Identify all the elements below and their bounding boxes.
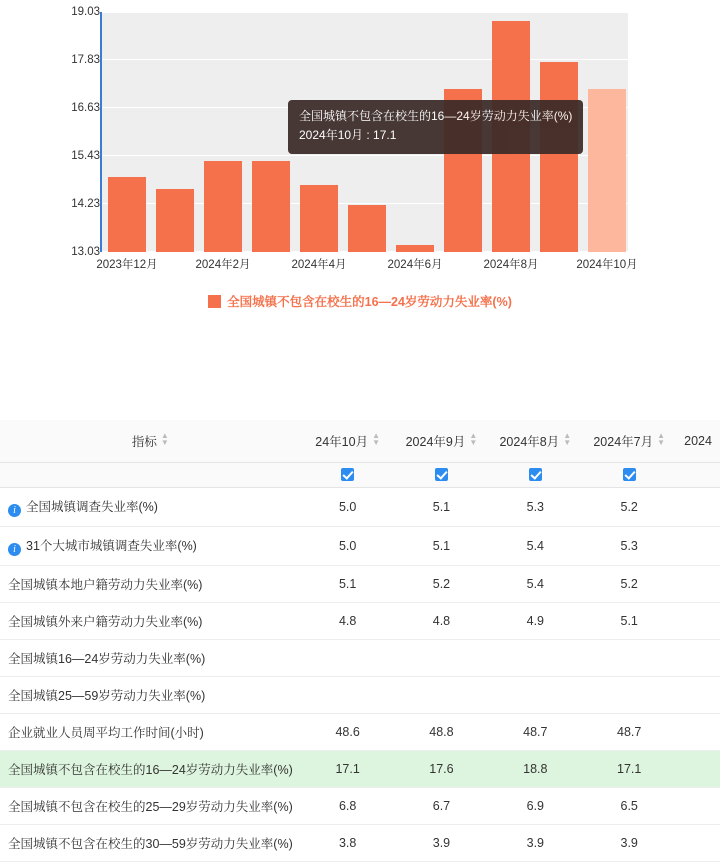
row-label: 全国城镇本地户籍劳动力失业率(%) <box>0 566 301 603</box>
x-tick: 2024年10月 <box>576 259 638 271</box>
chart-bar[interactable] <box>108 177 146 252</box>
row-value: 48.8 <box>395 714 489 751</box>
row-value: 5.4 <box>488 527 582 566</box>
table-row[interactable] <box>0 677 720 714</box>
table-row[interactable] <box>0 603 720 640</box>
row-value: 5.2 <box>582 488 676 527</box>
x-tick: 2023年12月 <box>96 259 158 271</box>
table-row[interactable] <box>0 640 720 677</box>
row-value: 5.3 <box>488 488 582 527</box>
legend-swatch-icon <box>208 295 221 308</box>
column-checkbox-cell[interactable] <box>301 463 395 488</box>
row-value: 17.1 <box>301 751 395 788</box>
sort-icon[interactable]: ▲ ▼ <box>372 431 380 447</box>
column-checkbox-cell[interactable] <box>582 463 676 488</box>
tooltip-title: 全国城镇不包含在校生的16—24岁劳动力失业率(%) <box>299 109 573 123</box>
column-checkbox[interactable] <box>435 468 448 481</box>
row-value <box>676 488 720 527</box>
row-value <box>676 714 720 751</box>
y-tick: 13.03 <box>71 246 100 258</box>
row-value: 3.9 <box>488 825 582 862</box>
chart-legend <box>0 292 720 310</box>
chart-bar[interactable] <box>300 185 338 252</box>
row-value <box>488 640 582 677</box>
row-value: 6.8 <box>301 788 395 825</box>
table-row[interactable] <box>0 488 720 527</box>
table-body <box>0 488 720 862</box>
legend-label[interactable]: 全国城镇不包含在校生的16—24岁劳动力失业率(%) <box>227 295 512 309</box>
table-row[interactable] <box>0 566 720 603</box>
chart-y-tick-labels <box>0 0 100 320</box>
row-value: 3.8 <box>301 825 395 862</box>
chart-bar[interactable] <box>396 245 434 252</box>
row-value <box>676 566 720 603</box>
y-tick: 16.63 <box>71 102 100 114</box>
row-label: 全国城镇16—24岁劳动力失业率(%) <box>0 640 301 677</box>
row-value: 48.6 <box>301 714 395 751</box>
header-month-4[interactable]: 2024 <box>676 420 720 463</box>
row-value <box>676 788 720 825</box>
row-value <box>395 677 489 714</box>
row-value: 6.9 <box>488 788 582 825</box>
table-header-row <box>0 420 720 463</box>
column-checkbox-cell <box>676 463 720 488</box>
row-value <box>676 751 720 788</box>
chart-bar[interactable] <box>156 189 194 252</box>
x-tick: 2024年2月 <box>195 259 251 271</box>
row-value: 5.0 <box>301 488 395 527</box>
row-value: 4.8 <box>301 603 395 640</box>
chart-bar[interactable] <box>204 161 242 252</box>
y-tick: 15.43 <box>71 150 100 162</box>
row-value: 6.5 <box>582 788 676 825</box>
y-tick: 19.03 <box>71 6 100 18</box>
chart-bar[interactable] <box>540 62 578 252</box>
row-value: 5.4 <box>488 566 582 603</box>
checkbox-row-label <box>0 463 301 488</box>
row-label: 企业就业人员周平均工作时间(小时) <box>0 714 301 751</box>
info-icon[interactable]: i <box>8 504 21 517</box>
row-label: i 31个大城市城镇调查失业率(%) <box>0 527 301 566</box>
row-value: 48.7 <box>582 714 676 751</box>
row-value <box>301 640 395 677</box>
row-value <box>676 527 720 566</box>
x-tick: 2024年4月 <box>291 259 347 271</box>
header-month-3[interactable]: 2024年7月 ▲ ▼ <box>582 420 676 463</box>
column-checkbox[interactable] <box>623 468 636 481</box>
row-value: 5.0 <box>301 527 395 566</box>
table-row[interactable] <box>0 825 720 862</box>
row-value <box>582 640 676 677</box>
column-checkbox[interactable] <box>341 468 354 481</box>
row-value <box>676 825 720 862</box>
header-indicator[interactable]: 指标 ▲ ▼ <box>0 420 301 463</box>
chart-bar[interactable] <box>348 205 386 252</box>
row-value: 5.1 <box>395 527 489 566</box>
table-row[interactable] <box>0 527 720 566</box>
row-value: 6.7 <box>395 788 489 825</box>
table-row-selected[interactable] <box>0 751 720 788</box>
row-value: 5.1 <box>582 603 676 640</box>
row-value: 3.9 <box>395 825 489 862</box>
row-value: 5.1 <box>301 566 395 603</box>
header-month-1[interactable]: 2024年9月 ▲ ▼ <box>395 420 489 463</box>
row-value <box>676 640 720 677</box>
sort-icon[interactable]: ▲ ▼ <box>160 431 169 447</box>
row-label: 全国城镇不包含在校生的30—59岁劳动力失业率(%) <box>0 825 301 862</box>
row-value: 4.8 <box>395 603 489 640</box>
row-value <box>676 603 720 640</box>
chart-panel <box>0 0 720 320</box>
x-tick: 2024年6月 <box>387 259 443 271</box>
table-row[interactable] <box>0 714 720 751</box>
y-tick: 14.23 <box>71 198 100 210</box>
y-tick: 17.83 <box>71 54 100 66</box>
row-value: 18.8 <box>488 751 582 788</box>
row-value <box>301 677 395 714</box>
data-table-panel <box>0 420 720 862</box>
row-value <box>488 677 582 714</box>
row-value: 48.7 <box>488 714 582 751</box>
chart-tooltip <box>288 100 583 154</box>
row-value: 17.1 <box>582 751 676 788</box>
column-checkbox-cell[interactable] <box>488 463 582 488</box>
chart-bar[interactable] <box>252 161 290 252</box>
info-icon[interactable]: i <box>8 543 21 556</box>
header-month-0[interactable]: 24年10月 ▲ ▼ <box>301 420 395 463</box>
row-label: i 全国城镇调查失业率(%) <box>0 488 301 527</box>
row-value: 4.9 <box>488 603 582 640</box>
row-value: 5.2 <box>582 566 676 603</box>
table-row[interactable] <box>0 788 720 825</box>
row-value: 5.2 <box>395 566 489 603</box>
row-value <box>676 677 720 714</box>
row-value: 3.9 <box>582 825 676 862</box>
sort-icon[interactable]: ▲ ▼ <box>469 431 478 447</box>
chart-bar-highlighted[interactable] <box>588 89 626 252</box>
row-label: 全国城镇不包含在校生的16—24岁劳动力失业率(%) <box>0 751 301 788</box>
row-label: 全国城镇不包含在校生的25—29岁劳动力失业率(%) <box>0 788 301 825</box>
column-checkbox-cell[interactable] <box>395 463 489 488</box>
table-checkbox-row <box>0 463 720 488</box>
row-label: 全国城镇25—59岁劳动力失业率(%) <box>0 677 301 714</box>
x-tick: 2024年8月 <box>483 259 539 271</box>
header-month-2[interactable]: 2024年8月 ▲ ▼ <box>488 420 582 463</box>
row-label: 全国城镇外来户籍劳动力失业率(%) <box>0 603 301 640</box>
row-value: 17.6 <box>395 751 489 788</box>
column-checkbox[interactable] <box>529 468 542 481</box>
tooltip-value: 2024年10月 : 17.1 <box>299 128 397 142</box>
row-value: 5.1 <box>395 488 489 527</box>
indicators-table <box>0 420 720 862</box>
row-value <box>582 677 676 714</box>
row-value: 5.3 <box>582 527 676 566</box>
row-value <box>395 640 489 677</box>
sort-icon[interactable]: ▲ ▼ <box>563 431 572 447</box>
sort-icon[interactable]: ▲ ▼ <box>657 431 666 447</box>
